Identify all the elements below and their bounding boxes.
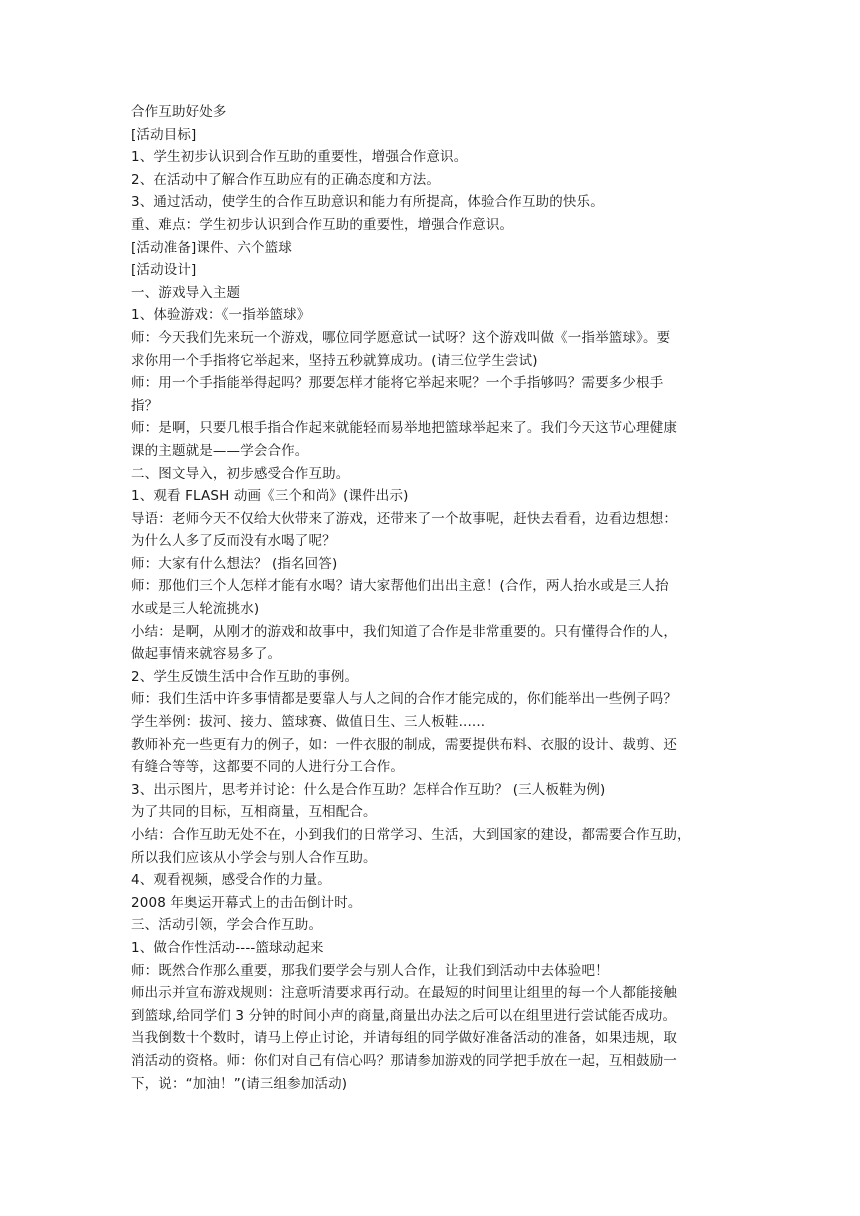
text-line: 师：我们生活中许多事情都是要靠人与人之间的合作才能完成的，你们能举出一些例子吗？ — [131, 691, 677, 708]
text-line: 教师补充一些更有力的例子，如：一件衣服的制成，需要提供布料、衣服的设计、裁剪、还 — [131, 736, 677, 753]
text-line: 消活动的资格。师：你们对自己有信心吗？那请参加游戏的同学把手放在一起，互相鼓励一 — [131, 1052, 677, 1069]
section-heading: [活动设计] — [131, 262, 197, 279]
text-line: 二、图文导入，初步感受合作互助。 — [131, 465, 350, 482]
text-line: 课的主题就是——学会合作。 — [131, 442, 309, 459]
text-line: 3、通过活动，使学生的合作互助意识和能力有所提高，体验合作互助的快乐。 — [131, 194, 604, 211]
text-line: 所以我们应该从小学会与别人合作互助。 — [131, 849, 377, 866]
text-line: 有缝合等等，这都要不同的人进行分工合作。 — [131, 759, 404, 776]
text-line: 做起事情来就容易多了。 — [131, 646, 282, 663]
text-line: 师：是啊，只要几根手指合作起来就能轻而易举地把篮球举起来了。我们今天这节心理健康 — [131, 420, 677, 437]
text-line: 学生举例：拔河、接力、篮球赛、做值日生、三人板鞋...... — [131, 714, 486, 731]
text-line: 2008 年奥运开幕式上的击缶倒计时。 — [131, 894, 362, 911]
text-line: 1、体验游戏：《一指举篮球》 — [131, 307, 311, 324]
text-line: 小结：是啊，从刚才的游戏和故事中，我们知道了合作是非常重要的。只有懂得合作的人， — [131, 623, 677, 640]
text-line: 下，说：“加油！”(请三组参加活动) — [131, 1075, 348, 1092]
text-line: 三、活动引领，学会合作互助。 — [131, 917, 323, 934]
doc-title: 合作互助好处多 — [131, 104, 227, 120]
text-line: 师：大家有什么想法？ (指名回答) — [131, 555, 338, 572]
text-line: 师：今天我们先来玩一个游戏，哪位同学愿意试一试呀？这个游戏叫做《一指举篮球》。要 — [131, 329, 671, 346]
text-line: 指？ — [131, 397, 159, 414]
section-heading: [活动目标] — [131, 126, 197, 143]
text-line: 师：那他们三个人怎样才能有水喝？请大家帮他们出出主意！(合作，两人抬水或是三人抬 — [131, 578, 669, 595]
text-line: 一、游戏导入主题 — [131, 284, 241, 301]
text-line: 2、在活动中了解合作互助应有的正确态度和方法。 — [131, 171, 441, 188]
text-line: 1、观看 FLASH 动画《三个和尚》(课件出示) — [131, 488, 409, 505]
document-body — [131, 101, 731, 1095]
text-line: 师出示并宣布游戏规则：注意听清要求再行动。在最短的时间里让组里的每一个人都能接触 — [131, 985, 677, 1002]
text-line: 到篮球,给同学们 3 分钟的时间小声的商量,商量出办法之后可以在组里进行尝试能否成功。 — [131, 1007, 677, 1024]
text-line: 小结：合作互助无处不在，小到我们的日常学习、生活，大到国家的建设，都需要合作互助， — [131, 827, 691, 843]
text-line: 重、难点：学生初步认识到合作互助的重要性，增强合作意识。 — [131, 216, 514, 233]
text-line: 4、观看视频，感受合作的力量。 — [131, 872, 331, 889]
text-line: 师：既然合作那么重要，那我们要学会与别人合作，让我们到活动中去体验吧！ — [131, 962, 609, 979]
section-heading: [活动准备]课件、六个篮球 — [131, 239, 292, 256]
text-line: 1、做合作性活动----篮球动起来 — [131, 939, 324, 956]
text-line: 师：用一个手指能举得起吗？那要怎样才能将它举起来呢？一个手指够吗？需要多少根手 — [131, 375, 664, 392]
text-line: 3、出示图片，思考并讨论：什么是合作互助？怎样合作互助？ (三人板鞋为例) — [131, 781, 606, 798]
text-line: 1、学生初步认识到合作互助的重要性，增强合作意识。 — [131, 149, 468, 166]
text-line: 当我倒数十个数时，请马上停止讨论，并请每组的同学做好准备活动的准备，如果违规，取 — [131, 1030, 677, 1047]
text-line: 为了共同的目标，互相商量，互相配合。 — [131, 804, 377, 821]
text-line: 为什么人多了反而没有水喝了呢？ — [131, 533, 336, 550]
text-line: 导语：老师今天不仅给大伙带来了游戏，还带来了一个故事呢，赶快去看看，边看边想想： — [131, 510, 677, 527]
text-line: 2、学生反馈生活中合作互助的事例。 — [131, 668, 359, 685]
text-line: 水或是三人轮流挑水) — [131, 601, 260, 618]
text-line: 求你用一个手指将它举起来，坚持五秒就算成功。(请三位学生尝试) — [131, 352, 538, 369]
